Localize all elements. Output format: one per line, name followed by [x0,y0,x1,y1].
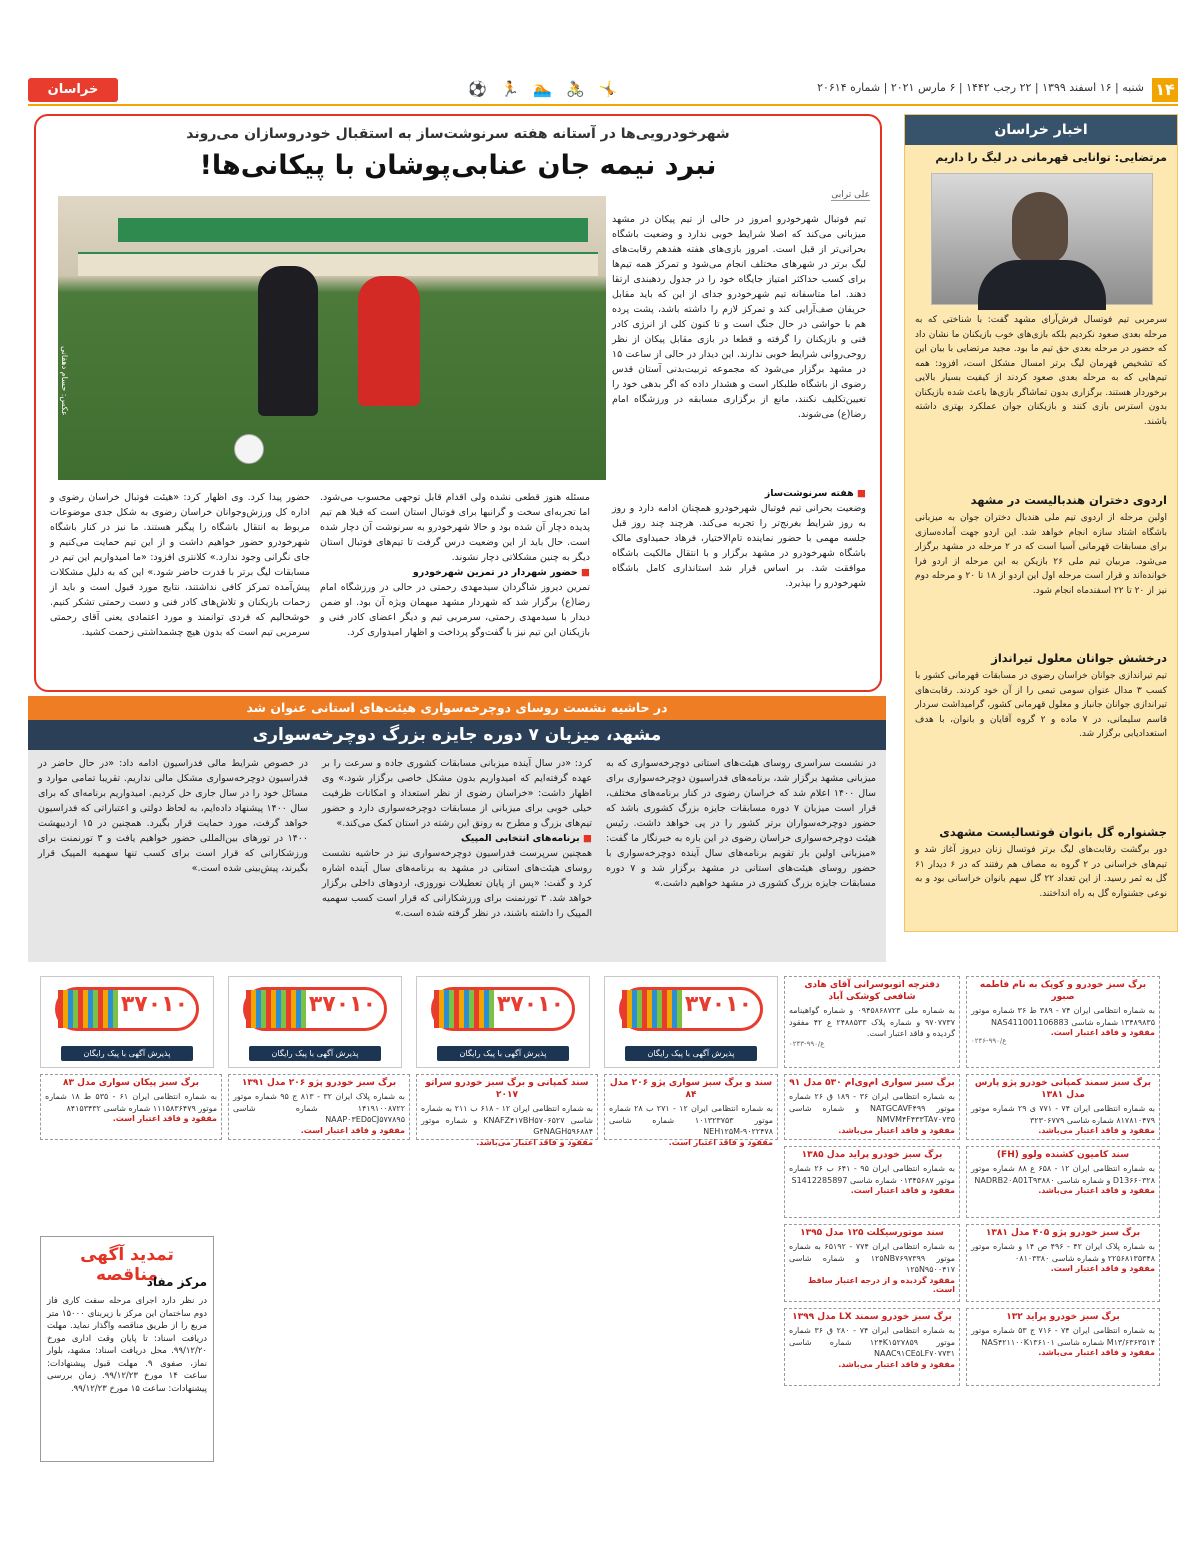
ad-body: به شماره پلاک ایران ۳۲ - ۸۱۳ ج ۹۵ شماره موتور ۱۴۱۹۱۰۰۸۷۲۲ شماره شاسی NAAP۰۳ED۵CJ۵۷۷۸۹۵ [233,1092,405,1124]
ad-title: سند کمپانی و برگ سبز خودرو سراتو ۲۰۱۷ [425,1078,589,1100]
page-number: ۱۴ [1152,78,1178,102]
promo-caption: پذیرش آگهی با پیک رایگان [61,1046,193,1061]
article-col1: تیم فوتبال شهرخودرو امروز در حالی از تیم پیکان در مشهد میزبانی می‌کند که اصلا شرایط خوبی ندارد و وضعیت باشگاه بحرانی‌تر از قبل است. امروز بازی‌های هفته هفدهم رقابت‌های لیگ برتر در شهرهای مختلف انجام می‌شود و تمرکز همه تیم‌ها برای کسب حداکثر امتیاز جایگاه خود را در جدول ردهبندی ارتقا دهند. اما متاسفانه تیم شهرخودرو جدای از این که باید مقابل حریفان صف‌آرایی کند و تمرکز لازم را داشته باشد، پشت پرده هم با حواشی در حال جنگ است و تا کنون کلی از انرژی کادر فنی و بازیکنان را گرفته و قطعا در بازی مقابل پیکان از نظر روحی‌روانی شرایط خوبی ندارند. این دیدار در حالی از ساعت ۱۵ در مشهد برگزار می‌شود که مجموعه تربیت‌بدنی آستان قدس رضوی از باشگاه طلبکار است و هشدار داده که اگر بدهی خود را تعیین‌تکلیف نکنند، مانع از برگزاری مسابقه در ورزشگاه امام رضا(ع) می‌شوند. [612,214,866,420]
ad-body: به شماره انتظامی ایران ۱۲ - ۶۱۸ ب ۲۱۱ به شماره شاسی KNAFZ۴۱۷BH۵۷۰۶۵۲۷ و شماره موتور G۴NAGH۵۹۶۸۸۴ [421,1104,593,1136]
sport-icons [468,80,617,98]
classified-ad[interactable] [784,976,960,1068]
ad-title: سند موتورسیکلت ۱۲۵ مدل ۱۳۹۵ [800,1228,944,1238]
advertising-board [78,252,598,276]
cycling-col1: در نشست سراسری روسای هیئت‌های استانی دوچرخه‌سواری که به میزبانی مشهد برگزار شد، برنامه‌های فدراسیون دوچرخه‌سواری برای سال ۱۴۰۰ اعلام شد که خراسان رضوی در کنار برنامه‌های مختلف، قرار است میزبان ۷ دوره مسابقات جایزه بزرگ کشوری باشد که حضور دوچرخه‌سواران برتر کشور را در پی خواهد داشت. رئیس هیئت دوچرخه‌سواری خراسان رضوی در این باره به خبرنگار ما گفت: «میزبانی اولین بار تقویم برنامه‌های سال آینده دوچرخه‌سواری با حضور روسای هیئت‌های استانی در مشهد برگزار شد و ۷ دوره مسابقات جایزه بزرگ کشوری در مشهد خواهیم داشت.» [606,758,876,889]
ad-footer: مفقود و فاقد اعتبار است. [300,1125,405,1135]
sidebar-item4-title: جشنواره گل بانوان فوتسالیست مشهدی [939,825,1167,839]
tender-title: تمدید آگهی مناقصه [80,1245,174,1285]
runner-icon: 🏃 [500,80,520,98]
stadium-banner [118,218,588,242]
classified-ad[interactable] [416,1074,598,1147]
article-byline: علی ترابی [831,190,870,200]
cycling-col2-text: کرد: «در سال آینده میزبانی مسابقات کشوری جاده و سرعت را بر عهده گرفته‌ایم که امیدواریم بدون مشکل خاصی برگزار شود.» وی اظهار داشت: «خراسان رضوی از نظر استعداد و امکانات ظرفیت خیلی خوبی برای میزبانی از مسابقات دوچرخه‌سواری دارد و حضور تیم‌های بزرگ و مطرح به رونق این رشته در استان کمک می‌کند.» [322,758,592,829]
ad-title: برگ سبز خودرو و کوپک به نام فاطمه صبور [979,980,1147,1002]
classified-ad[interactable] [228,1074,410,1140]
ad-body: به شماره انتظامی ایران ۱۲ - ۶۵۸ ع ۸۸ شماره موتور D13۶۶۰۳۲۸ و شماره شاسی NADRB2۰A01T۹۳۸۸۰ [971,1164,1156,1185]
ad-footer: مفقود و فاقد اعتبار است. [850,1186,955,1195]
match-photo [58,196,606,480]
ad-body: به شماره انتظامی ایران ۱۲ - ۲۷۱ ب ۲۸ شماره موتور ۱۰۱۳۲۳۷۵۳ شماره شاسی NEH۱۲۵M-۹۰۲۲۴۷۸ [609,1104,774,1136]
ad-body: به شماره انتظامی ایران ۷۴ - ۷۱۶ ج ۵۳ شماره موتور M۱۳/۶۳۶۳۵۱۴ شماره شاسی NAS۴۲۱۱۰۰K۱۳۶۱۰۱ [971,1326,1156,1347]
classified-ad[interactable] [40,1074,222,1140]
classified-ad[interactable] [604,1074,778,1147]
football-icon: ⚽ [468,80,487,98]
cycling-headline: مشهد، میزبان ۷ دوره جایزه بزرگ دوچرخه‌سواری [28,720,886,750]
ad-body: به شماره انتظامی ایران ۷۷۴ - ۶۵۱۹۲ به شماره موتور ۱۲۵NB۷۶۹۷۳۹۹ و شماره شاسی ۱۲۵N۹۵۰۰۴۱۷ [789,1242,956,1274]
ad-title: برگ سبز خودرو پژو ۴۰۵ مدل ۱۳۸۱ [985,1228,1141,1238]
promo-stripes [246,990,306,1028]
classified-ad[interactable] [966,976,1160,1068]
promo-stripes [622,990,682,1028]
news-sidebar [904,114,1178,932]
promo-number: ۳۷۰۱۰ [120,992,188,1017]
photo-credit: عکس: حسام دهقانی [60,346,69,416]
ad-footer: مفقود و فاقد اعتبار می‌باشد. [838,1125,955,1135]
article-subhead-2: ■ حضور شهردار در تمرین شهرخودرو [412,567,590,578]
ad-title: برگ سبز سواری ام‌وی‌ام ۵۳۰ مدل ۹۱ [789,1078,955,1088]
sidebar-item3-title: درخشش جوانان معلول تیرانداز [991,651,1167,665]
masthead-strip [28,78,1178,102]
article-headline: نبرد نیمه جان عنابی‌پوشان با پیکانی‌ها! [199,150,717,181]
brand-logo: خراسان [28,78,118,102]
player-black-kit [258,266,318,416]
ad-title: برگ سبز خودرو پراید ۱۳۲ [1006,1312,1120,1322]
player-red-kit [358,276,420,406]
tender-subtitle: مرکز مفاد [146,1275,207,1289]
promo-pill [243,987,387,1031]
ad-footer: مفقود و فاقد اعتبار است. [668,1137,773,1147]
tender-body: در نظر دارد اجرای مرحله سفت کاری فاز دوم ساختمان این مرکز با زیربنای ۱۵۰۰۰ متر مربع را از طریق مناقصه واگذار نماید. مهلت دریافت اسناد: تا پایان وقت اداری مورخ ۹۹/۱۲/۲۰. محل دریافت اسناد: مشهد، بلوار نماز، صفوی ۹. مهلت قبول پیشنهادات: ساعت ۱۴ مورخ ۹۹/۱۲/۲۳. زمان بررسی پیشنهادات: ساعت ۱۵ مورخ ۹۹/۱۲/۲۳. [47,1296,207,1394]
cycling-col3: در خصوص شرایط مالی فدراسیون ادامه داد: «در حال حاضر در فدراسیون دوچرخه‌سواری مشکل مالی نداریم. تقریبا تمامی موارد و مسائل خود را در سال جاری حل کردیم. امیدواریم برنامه‌ای که برای سال ۱۴۰۰ پیشنهاد داده‌ایم، به لحاظ دولتی و اعتباراتی که فدراسیون خواهد گرفت، مورد حمایت قرار بگیرد. همچنین در ۱۵ اردیبهشت ۱۴۰۰ در تورهای بین‌المللی حضور خواهیم یافت و ۳ تورنمنت برای ورزشکارانی که قرار است برای کسب تنها سهمیه المپیک قرار بگیرند، پیش‌بینی شده است.» [38,758,309,874]
portrait-body [978,260,1106,310]
promo-pill [431,987,575,1031]
promo-stripes [58,990,118,1028]
sidebar-item4-text: دور برگشت رقابت‌های لیگ برتر فوتسال زنان دیروز آغاز شد و تیم‌های خراسانی در ۲ گروه به مصاف هم رفتند که در ۶ دیدار ۶۱ گل به ثمر رسید. از این تعداد ۲۲ گل سهم بانوان خراسانی بود و به نوعی جشنواره گل به راه انداختند. [915,845,1167,899]
article-col1b-text: وضعیت بحرانی تیم فوتبال شهرخودرو همچنان ادامه دارد و روز به روز شرایط بغرنج‌تر را تجربه می‌کند. هرچند چند روز قبل جلسه مهمی با حضور نماینده تام‌الاختیار، فرهاد حمیداوی مالک باشگاه شهرخودرو در مشهد برگزار و با انتقال مالکیت باشگاه موافقت شد. بر اساس قرار شد استانداری کامل باشگاه شهرخودرو را بپذیرد. [612,503,866,589]
article-kicker: شهرخودرویی‌ها در آستانه هفته سرنوشت‌ساز به استقبال خودروسازان می‌روند [186,126,730,142]
ad-code: ۰۲۴۶-۹۹۰/ع [971,1037,1007,1045]
ad-footer: مفقود گردیده و از درجه اعتبار ساقط است. [807,1275,955,1294]
gymnast-icon: 🤸 [598,80,618,98]
sidebar-item3-text: تیم تیراندازی جوانان خراسان رضوی در مسابقات قهرمانی کشور با کسب ۳ مدال عنوان سومی تیمی را از آن خود کردند. رقابت‌های تیراندازی جوانان جانباز و معلول قهرمانی کشور، گرامیداشت سردار قاسم سلیمانی، در ۷ ماده و ۲ گروه آقایان و بانوان، با هدف استعدادیابی برگزار شد. [915,671,1168,739]
promo-caption: پذیرش آگهی با پیک رایگان [437,1046,569,1061]
ad-body: به شماره انتظامی ایران ۷۴ - ۲۸۰ ق ۳۶ شماره موتور ۱۲۴K۱۵۲۷۸۵۹ شماره شاسی NAAC۹۱CE۵LF۷۰۷۷۳۱ [789,1326,956,1358]
promo-caption: پذیرش آگهی با پیک رایگان [249,1046,381,1061]
promo-number: ۳۷۰۱۰ [684,992,752,1017]
classified-ad[interactable] [966,1308,1160,1386]
promo-pill [55,987,199,1031]
ad-body: به شماره انتظامی ایران ۹۵ - ۶۴۱ ب ۲۶ شماره موتور ۰۱۳۴۵۶۸۷ شماره شاسی S1412285897 [789,1164,955,1185]
main-article [34,114,882,692]
classified-ad[interactable] [784,1074,960,1140]
ad-footer: مفقود و فاقد اعتبار است. [112,1114,217,1123]
ad-body: به شماره انتظامی ایران ۷۴ - ۳۸۹ ط ۳۶ شماره موتور ۱۳۴۸۹۸۳۵ شماره شاسی NAS411001106883 [971,1006,1155,1027]
ad-title: برگ سبز پیکان سواری مدل ۸۳ [63,1078,199,1088]
ad-title: برگ سبز سمند کمپانی خودرو پژو پارس مدل ۱۳۸۱ [974,1078,1152,1100]
tender-notice[interactable] [40,1236,214,1462]
dateline: شنبه | ۱۶ اسفند ۱۳۹۹ | ۲۲ رجب ۱۴۴۲ | ۶ مارس ۲۰۲۱ | شماره ۲۰۶۱۴ [817,81,1144,94]
ad-title: برگ سبز خودرو پژو ۲۰۶ مدل ۱۳۹۱ [241,1078,397,1088]
ad-footer: مفقود و فاقد اعتبار می‌باشد. [838,1359,955,1369]
ad-body: به شماره انتظامی ایران ۷۴ - ۷۷۱ ی ۲۹ شماره موتور ۸۱۷۸۱۰۴۷۹ شماره شاسی ۳۲۳۰۶۷۷۹ [971,1104,1155,1125]
ad-body: به شماره انتظامی ایران ۶۱ - ۵۳۵ ط ۱۸ شماره موتور ۱۱۱۵۸۳۶۴۷۹ شماره شاسی ۸۴۱۵۳۴۳۲ [45,1092,217,1113]
sidebar-item1-title: مرتضایی: توانایی قهرمانی در لیگ را داریم [935,151,1167,164]
article-col3: حضور پیدا کرد. وی اظهار کرد: «هیئت فوتبال خراسان رضوی و اداره کل ورزش‌وجوانان خراسان رضوی به شکل جدی موضوعات مربوط به انتقال باشگاه را پیگیر هستند. ما نیز در کنار باشگاه شهرخودرو حضور خواهیم داشت و از این تیم حمایت می‌کنیم و جای نگرانی وجود ندارد.» کلانتری افزود: «ما امیدواریم این تیم در مسابقات لیگ برتر با قدرت حاضر شود.» این که به دلیل مشکلات پیش‌آمده تمرکز کافی نداشتند، نتایج مورد قبول است و باید از زحمات بازیکنان و تلاش‌های کادر فنی و دست رحمتی تشکر کنیم. خوشحالیم که فردی توانمند و مورد اعتمادی یعنی آقای رحمتی سرمربی تیم است که بدون هیچ چشمداشتی زحمت کشید. [50,492,310,638]
classified-ad[interactable] [784,1308,960,1386]
sidebar-item1-text: سرمربی تیم فوتسال فرش‌آرای مشهد گفت: با شناختی که به مرحله بعدی صعود نکردیم بلکه بازی‌های خوب بازیکنان ما نشان داد که حضور در مرحله بعدی حق تیم ما بود. مجید مرتضایی با بیان این که تشخیص قهرمان لیگ برتر امسال مشکل است، افزود: همه تیم‌هایی که به مرحله بعدی صعود کردند از کیفیت بسیار بالایی برخوردار هستند. برگزاری بدون تماشاگر بازی‌ها باعث شده بازیکنان بدون استرس بازی کنند و بازیکنان جوان عملکرد بهتری داشته باشند. [915,315,1167,427]
classified-ad[interactable] [784,1224,960,1302]
promo-stripes [434,990,494,1028]
ad-footer: مفقود و فاقد اعتبار است. [1050,1028,1155,1037]
ad-promo-3[interactable] [416,976,590,1068]
ad-footer: مفقود و فاقد اعتبار می‌باشد. [1038,1348,1155,1357]
ad-footer: مفقود و فاقد اعتبار می‌باشد. [1038,1186,1155,1195]
ad-body: به شماره ملی ۰۹۴۵۸۶۸۷۲۳ و شماره گواهینامه ۹۷۰۷۷۳۷ و شماره پلاک ۲۴۸۸۵۳۳ ع ۴۲ مفقود گردیده و فاقد اعتبار است. [789,1006,956,1038]
ad-promo-1[interactable] [40,976,214,1068]
header-divider [28,104,1178,106]
ad-promo-4[interactable] [604,976,778,1068]
article-col1-continued [612,486,866,686]
ad-body: به شماره انتظامی ایران ۳۶ - ۱۸۹ ق ۲۶ شماره موتور NATGCAVF۴۹۹ و شماره شاسی NMVM۴F۴۳۳TA۷۰۷۳۵ [789,1092,955,1124]
promo-number: ۳۷۰۱۰ [308,992,376,1017]
article-col2b-text: تمرین دیروز شاگردان سیدمهدی رحمتی در حالی در ورزشگاه امام رضا(ع) برگزار شد که شهردار مشهد میهمان ویژه آن بود. او ضمن دیدار با سیدمهدی رحمتی، سرمربی تیم و دیگر اعضای کادر فنی و بازیکنان این تیم نیز با گفت‌وگو پرداخت و اظهار امیدواری کرد. [320,582,590,638]
ad-title: برگ سبز خودرو پراید مدل ۱۳۸۵ [801,1150,943,1160]
football [234,434,264,464]
sidebar-item2-text: اولین مرحله از اردوی تیم ملی هندبال دختران جوان به میزبانی باشگاه اشتاد سازه انجام خواهد شد. این اردو جهت آماده‌سازی برای مسابقات قهرمانی آسیا است که در ۲ مرحله در مشهد برگزار می‌شود. مربیان تیم ملی ۲۶ بازیکن به این مرحله از اردو فرا خوانده‌اند و قرار است مرحله اول این اردو از ۱۸ تا ۲۰ و مرحله دوم نیز از ۲۰ تا ۲۲ اسفندماه انجام شود. [915,513,1167,596]
ad-title: سند و برگ سبز سواری پژو ۲۰۶ مدل ۸۴ [609,1078,773,1100]
article-col2 [320,490,590,686]
promo-number: ۳۷۰۱۰ [496,992,564,1017]
classified-ad[interactable] [966,1074,1160,1140]
cycling-col2b-text: همچنین سرپرست فدراسیون دوچرخه‌سواری نیز در حاشیه نشست روسای هیئت‌های استانی در مشهد به برنامه‌های سال آینده اشاره کرد و گفت: «پس از پایان تعطیلات نوروزی، اردوهای داخلی برگزار خواهد شد. ۳ تورنمنت برای ورزشکارانی که قرار است کسب سهمیه المپیک را داشته باشند، در نظر گرفته شده است.» [322,848,592,919]
cycling-article [28,696,886,962]
cycling-col2 [322,756,592,956]
swimmer-icon: 🏊 [533,80,553,98]
ad-title: دفترچه اتوبوسرانی آقای هادی شافعی کوشکی آباد [804,980,940,1002]
portrait-head [1012,192,1068,264]
classified-ad[interactable] [966,1146,1160,1218]
ad-footer: مفقود و فاقد اعتبار است. [1050,1264,1155,1273]
cycling-subhead: ■ برنامه‌های انتخابی المپیک [461,833,592,844]
article-col2-text: مسئله هنوز قطعی نشده ولی اقدام قابل توجهی محسوب می‌شود. اما تجربه‌ای سخت و گرانبها برای فوتبال استان است که قبلا هم تیم پدیده دچار آن شده بود و حالا شهرخودرو به سرنوشت آن دچار شده است. حال باید از این وضعیت درس گرفت تا تیم‌های فوتبال استان دیگر به چنین مشکلاتی دچار نشوند. [320,492,590,563]
ad-body: به شماره پلاک ایران ۴۲ - ۴۹۶ ص ۱۴ و شماره موتور ۲۲۵۶۸۱۳۵۳۴۸ و شماره شاسی ۰۸۱۰۳۳۸۰ [971,1242,1155,1263]
promo-caption: پذیرش آگهی با پیک رایگان [625,1046,757,1061]
promo-pill [619,987,763,1031]
cyclist-icon: 🚴 [566,80,585,98]
ad-promo-2[interactable] [228,976,402,1068]
sidebar-item2-title: اردوی دختران هندبالیست در مشهد [970,493,1167,507]
classified-ad[interactable] [966,1224,1160,1302]
coach-photo [931,173,1153,305]
classified-ad[interactable] [784,1146,960,1218]
ad-code: ۰۲۴۳-۹۹۰/ع [789,1039,825,1048]
sidebar-title: اخبار خراسان [905,115,1177,145]
cycling-kicker: در حاشیه نشست روسای دوچرخه‌سواری هیئت‌های استانی عنوان شد [28,696,886,720]
ad-footer: مفقود و فاقد اعتبار می‌باشد. [1038,1126,1155,1135]
ad-footer: مفقود و فاقد اعتبار می‌باشد. [476,1137,593,1147]
ad-title: برگ سبز خودرو سمند LX مدل ۱۳۹۹ [792,1312,952,1322]
ad-title: سند کامیون کشنده ولوو (FH) [996,1150,1130,1160]
article-subhead-1: ■ هفته سرنوشت‌ساز [764,488,866,499]
